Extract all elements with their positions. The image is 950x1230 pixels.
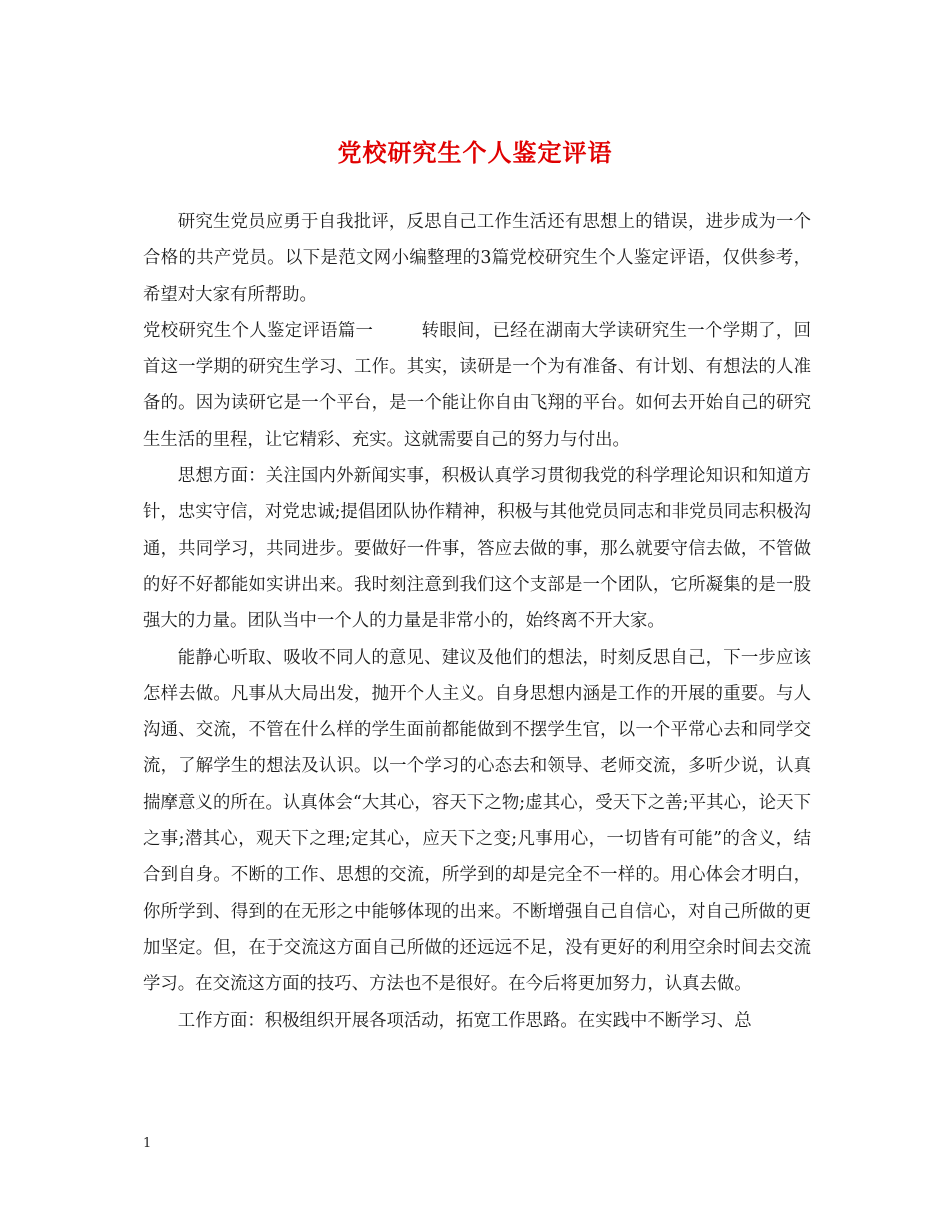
section-one-paragraph [143,313,811,458]
document-title: 党校研究生个人鉴定评语 [337,138,613,167]
intro-paragraph: 研究生党员应勇于自我批评，反思自己工作生活还有思想上的错误，进步成为一个合格的共产党员。以下是范文网小编整理的3篇党校研究生个人鉴定评语，仅供参考，希望对大家有所帮助。 [143,212,811,305]
communication-paragraph: 能静心听取、吸收不同人的意见、建议及他们的想法，时刻反思自己，下一步应该怎样去做。凡事从大局出发，抛开个人主义。自身思想内涵是工作的开展的重要。与人沟通、交流，不管在什么样的学生面前都能做到不摆学生官，以一个平常心去和同学交流，了解学生的想法及认识。以一个学习的心态去和领导、老师交流，多听少说，认真揣摩意义的所在。认真体会“大其心，容天下之物;虚其心，受天下之善;平其心，论天下之事;潜其心，观天下之理;定其心，应天下之变;凡事用心，一切皆有可能”的含义，结合到自身。不断的工作、思想的交流，所学到的却是完全不一样的。用心体会才明白，你所学到、得到的在无形之中能够体现的出来。不断增强自己自信心，对自己所做的更加坚定。但，在于交流这方面自己所做的还远远不足，没有更好的利用空余时间去交流学习。在交流这方面的技巧、方法也不是很好。在今后将更加努力，认真去做。 [143,647,811,995]
work-paragraph: 工作方面：积极组织开展各项活动，拓宽工作思路。在实践中不断学习、总 [177,1010,752,1031]
section-one-heading: 党校研究生个人鉴定评语篇一 [143,320,374,341]
document-body [143,204,811,1039]
thought-paragraph: 思想方面：关注国内外新闻实事，积极认真学习贯彻我党的科学理论知识和知道方针，忠实守信，对党忠诚;提倡团队协作精神，积极与其他党员同志和非党员同志积极沟通，共同学习，共同进步。要做好一件事，答应去做的事，那么就要守信去做，不管做的好不好都能如实讲出来。我时刻注意到我们这个支部是一个团队，它所凝集的是一股强大的力量。团队当中一个人的力量是非常小的，始终离不开大家。 [143,466,811,632]
section-one-text: 转眼间，已经在湖南大学读研究生一个学期了，回首这一学期的研究生学习、工作。其实，读研是一个为有准备、有计划、有想法的人准备的。因为读研它是一个平台，是一个能让你自由飞翔的平台。如何去开始自己的研究生生活的里程，让它精彩、充实。这就需要自己的努力与付出。 [143,320,811,450]
page-number: 1 [143,1136,152,1151]
